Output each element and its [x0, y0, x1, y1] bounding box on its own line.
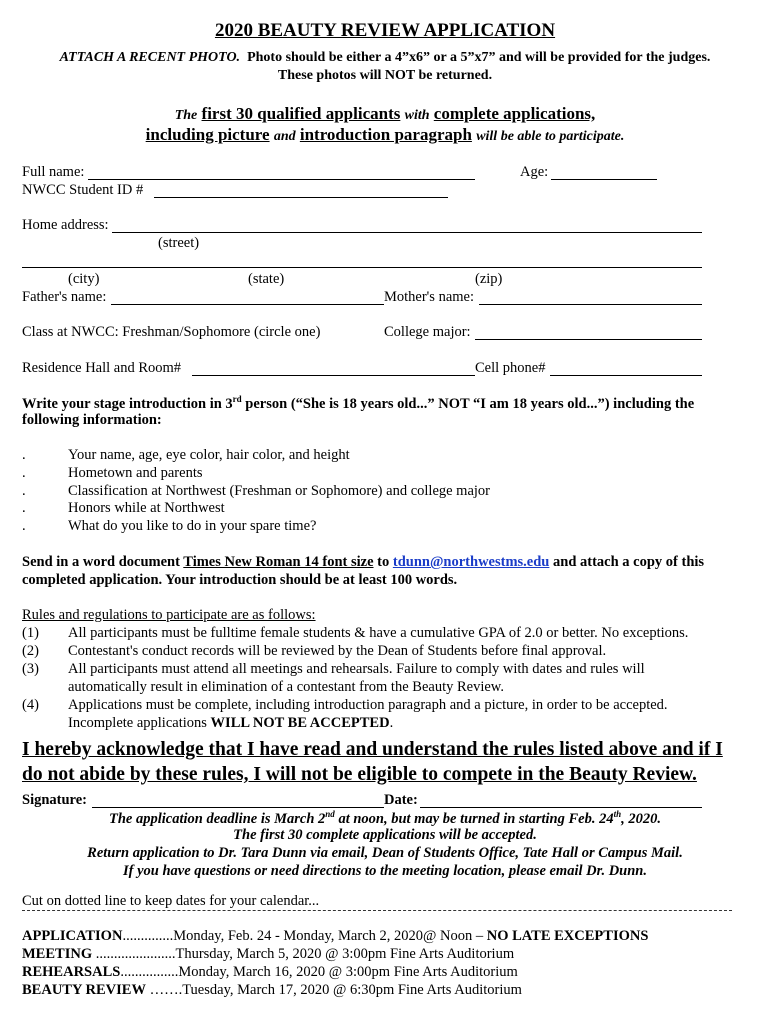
father-name-label: Father's name:: [22, 289, 107, 305]
intro-picture: including picture: [145, 125, 270, 144]
schedule-text: Tuesday, March 17, 2020 @ 6:30pm Fine Arts Auditorium: [182, 982, 522, 998]
schedule-label: BEAUTY REVIEW: [22, 982, 146, 998]
rules-heading: Rules and regulations to participate are as follows:: [22, 607, 316, 623]
intro-with: with: [404, 108, 430, 123]
date-label: Date:: [384, 792, 418, 808]
deadline-line-3: Return application to Dr. Tara Dunn via email, Dean of Students Office, Tate Hall or Campus Mail.: [87, 845, 683, 861]
city-state-zip-field[interactable]: [22, 267, 702, 268]
rule-text: Applications must be complete, including introduction paragraph and a picture, in order to be accepted.: [68, 697, 668, 713]
intro-able: will be able to participate.: [476, 129, 625, 144]
street-caption: (street): [158, 235, 200, 251]
mother-name-field[interactable]: [479, 304, 702, 305]
home-address-field[interactable]: [112, 232, 702, 233]
zip-caption: (zip): [475, 271, 503, 287]
acknowledge-line-2: do not abide by these rules, I will not be eligible to compete in the Beauty Review.: [22, 764, 697, 785]
residence-field[interactable]: [192, 375, 475, 376]
rule-text: automatically result in elimination of a contestant from the Beauty Review.: [68, 679, 504, 695]
schedule-item: [22, 946, 514, 963]
deadline-sup-1: nd: [325, 809, 335, 819]
stage-intro-line-2: following information:: [22, 412, 162, 428]
cell-phone-label: Cell phone#: [475, 360, 546, 376]
deadline-b: at noon, but may be turned in starting Feb. 24: [334, 810, 614, 827]
incomplete-a: Incomplete applications: [68, 715, 211, 731]
email-link[interactable]: tdunn@northwestms.edu: [392, 554, 550, 570]
rule-text: All participants must attend all meetings and rehearsals. Failure to comply with dates and rules will: [68, 661, 645, 677]
residence-label: Residence Hall and Room#: [22, 360, 182, 376]
photo-instructions: [0, 50, 770, 66]
intro-line-1: [0, 104, 770, 124]
student-id-label: NWCC Student ID #: [22, 182, 144, 198]
schedule-text: Thursday, March 5, 2020 @ 3:00pm Fine Arts Auditorium: [175, 946, 515, 962]
list-item-text: What do you like to do in your spare time?: [68, 518, 317, 534]
college-major-label: College major:: [384, 324, 471, 340]
schedule-dots: ......................: [92, 946, 176, 962]
rule-number: (4): [22, 697, 39, 713]
date-field[interactable]: [420, 807, 702, 808]
stage-intro-sup: rd: [232, 394, 242, 404]
incomplete-c: .: [389, 715, 394, 731]
home-address-label: Home address:: [22, 217, 109, 233]
rule-number: (1): [22, 625, 39, 641]
intro-and: and: [273, 129, 296, 144]
stage-intro-a: Write your stage introduction in 3: [22, 395, 233, 412]
age-label: Age:: [520, 164, 549, 180]
deadline-c: , 2020.: [621, 810, 661, 827]
send-a: Send in a word document: [22, 554, 184, 570]
rule-text: Contestant's conduct records will be reviewed by the Dean of Students before final approval.: [68, 643, 607, 659]
class-label: Class at NWCC: Freshman/Sophomore (circle one): [22, 324, 321, 340]
send-line-1: [22, 554, 704, 571]
page-title: 2020 BEAUTY REVIEW APPLICATION: [214, 20, 556, 41]
stage-intro-b: person (“She is 18 years old...” NOT “I am 18 years old...”) including the: [241, 395, 695, 412]
full-name-field[interactable]: [88, 179, 475, 180]
cut-instruction: Cut on dotted line to keep dates for your calendar...: [22, 893, 320, 909]
list-item-text: Classification at Northwest (Freshman or Sophomore) and college major: [68, 483, 491, 499]
schedule-item: [22, 964, 518, 981]
incomplete-b: WILL NOT BE ACCEPTED: [210, 715, 390, 731]
father-name-field[interactable]: [111, 304, 384, 305]
state-caption: (state): [248, 271, 285, 287]
full-name-label: Full name:: [22, 164, 85, 180]
send-line-2: completed application. Your introduction should be at least 100 words.: [22, 572, 458, 588]
stage-intro-line-1: [22, 394, 694, 413]
send-to: to: [373, 554, 393, 570]
schedule-label: REHEARSALS: [22, 964, 121, 980]
deadline-line-2: The first 30 complete applications will be accepted.: [233, 827, 537, 843]
dotted-cut-line: [22, 910, 732, 911]
intro-the: The: [174, 108, 198, 123]
schedule-item: [22, 928, 648, 945]
deadline-line-1: [0, 809, 770, 828]
schedule-dots: ..............: [122, 928, 174, 944]
photo-attach: ATTACH A RECENT PHOTO.: [59, 50, 241, 65]
list-item-text: Honors while at Northwest: [68, 500, 225, 516]
rule-incomplete: [68, 715, 393, 732]
list-item-text: Hometown and parents: [68, 465, 203, 481]
schedule-bold-tail: NO LATE EXCEPTIONS: [486, 928, 649, 944]
age-field[interactable]: [551, 179, 657, 180]
send-font: Times New Roman 14 font size: [183, 554, 374, 570]
deadline-a: The application deadline is March 2: [109, 810, 326, 827]
intro-first30: first 30 qualified applicants: [201, 104, 401, 123]
intro-paragraph: introduction paragraph: [299, 125, 472, 144]
cell-phone-field[interactable]: [550, 375, 702, 376]
intro-complete: complete applications,: [433, 104, 596, 123]
signature-field[interactable]: [92, 807, 384, 808]
mother-name-label: Mother's name:: [384, 289, 474, 305]
rule-number: (2): [22, 643, 39, 659]
deadline-line-4: If you have questions or need directions to the meeting location, please email Dr. Dunn.: [122, 863, 648, 879]
acknowledge-line-1: I hereby acknowledge that I have read and understand the rules listed above and if I: [22, 739, 723, 760]
photo-return-note: These photos will NOT be returned.: [277, 68, 493, 83]
college-major-field[interactable]: [475, 339, 702, 340]
list-item-text: Your name, age, eye color, hair color, and height: [68, 447, 350, 463]
intro-line-2: [0, 125, 770, 145]
rule-text: All participants must be fulltime female students & have a cumulative GPA of 2.0 or better. No exceptions.: [68, 625, 689, 641]
schedule-text: Monday, March 16, 2020 @ 3:00pm Fine Arts Auditorium: [178, 964, 518, 980]
deadline-sup-2: th: [613, 809, 622, 819]
schedule-text: Monday, Feb. 24 - Monday, March 2, 2020@ Noon –: [173, 928, 487, 944]
schedule-dots: …….: [145, 982, 183, 998]
schedule-label: MEETING: [22, 946, 93, 962]
schedule-item: [22, 982, 522, 999]
photo-size: Photo should be either a 4”x6” or a 5”x7” and will be provided for the judges.: [247, 50, 711, 65]
student-id-field[interactable]: [154, 197, 448, 198]
city-caption: (city): [68, 271, 100, 287]
schedule-label: APPLICATION: [22, 928, 123, 944]
rule-number: (3): [22, 661, 39, 677]
signature-label: Signature:: [22, 792, 87, 808]
send-b: and attach a copy of this: [549, 554, 705, 570]
schedule-dots: ................: [120, 964, 179, 980]
